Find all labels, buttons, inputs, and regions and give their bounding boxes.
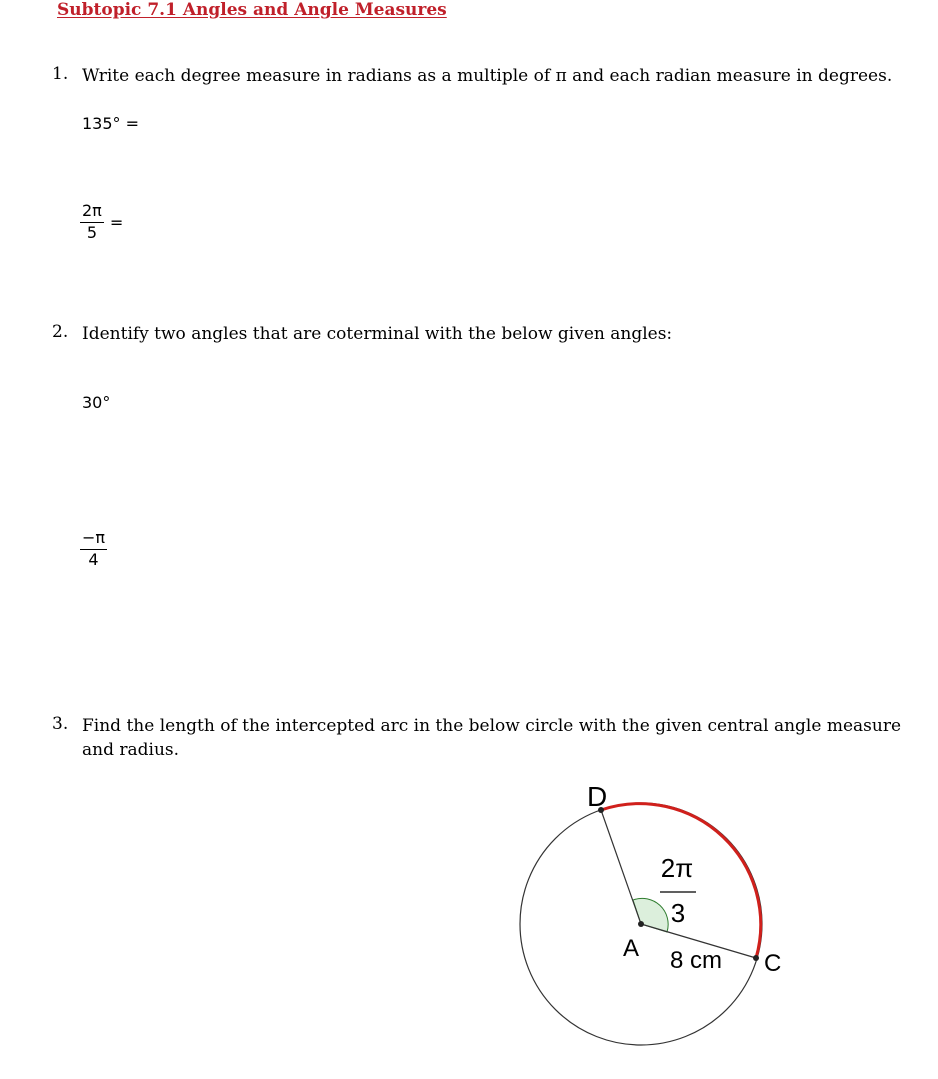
question-3-text-line-1: Find the length of the intercepted arc in the below circle with the given central angle measure	[82, 716, 902, 736]
fraction	[80, 529, 107, 569]
label-a: A	[623, 935, 640, 962]
fraction-numerator: −π	[80, 529, 107, 550]
point-a	[638, 921, 644, 927]
fraction	[80, 202, 104, 242]
fraction-numerator: 2π	[80, 202, 104, 223]
circle-figure	[500, 770, 820, 1070]
radius-ad	[601, 810, 641, 924]
angle-label-denominator: 3	[670, 898, 686, 928]
question-3-number: 3.	[52, 714, 69, 734]
label-d: D	[587, 781, 608, 812]
fraction-denominator: 4	[88, 550, 99, 569]
q1-item-135-degrees: 135° =	[82, 114, 140, 133]
radius-label: 8 cm	[670, 947, 723, 974]
question-2-number: 2.	[52, 322, 69, 342]
fraction-denominator: 5	[86, 223, 97, 242]
question-1-text: Write each degree measure in radians as a multiple of π and each radian measure in degrees.	[82, 66, 893, 86]
q2-item-neg-pi-over-4	[80, 529, 107, 569]
question-2-text: Identify two angles that are coterminal with the below given angles:	[82, 324, 673, 344]
question-3-text-line-2: and radius.	[82, 740, 180, 760]
q2-item-30-degrees: 30°	[82, 393, 111, 412]
question-1-number: 1.	[52, 64, 69, 84]
angle-label-numerator: 2π	[660, 853, 694, 883]
q1-item-2pi-over-5	[80, 202, 123, 242]
page-title: Subtopic 7.1 Angles and Angle Measures	[57, 0, 447, 20]
point-c	[753, 955, 759, 961]
equals-sign: =	[109, 212, 124, 232]
label-c: C	[764, 950, 782, 977]
